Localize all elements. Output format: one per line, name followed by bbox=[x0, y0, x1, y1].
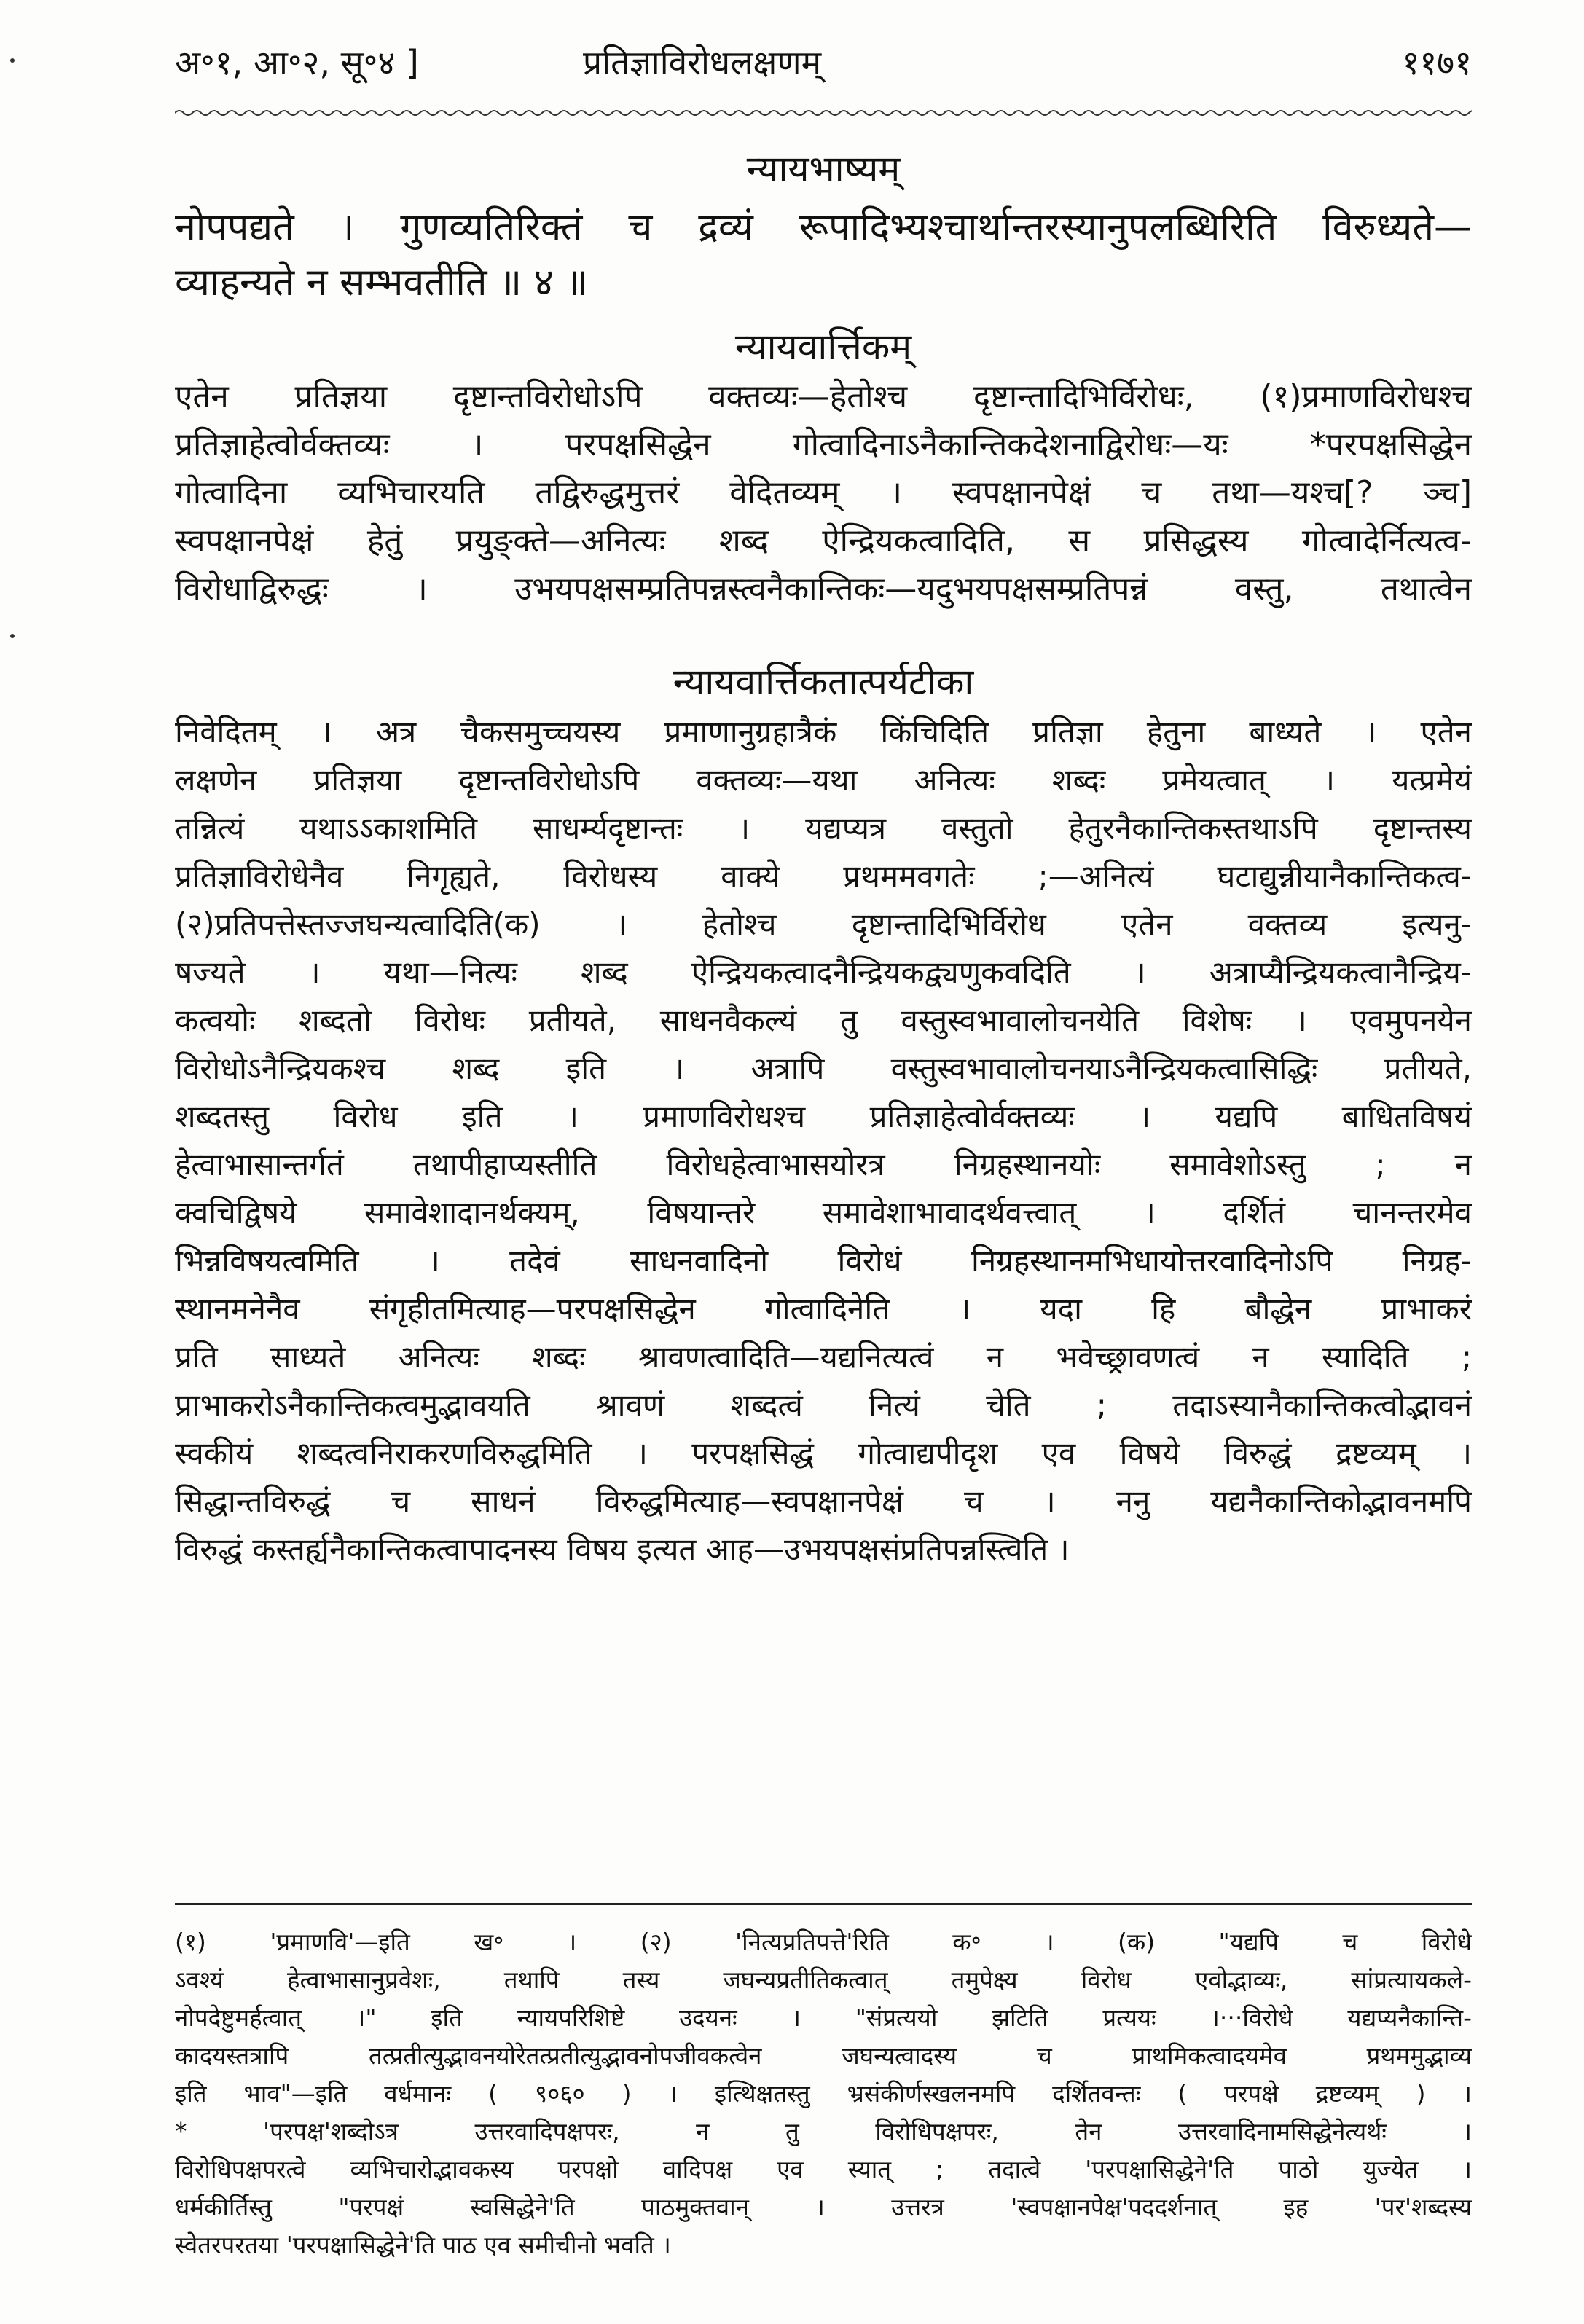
bhashya-text bbox=[175, 200, 1472, 310]
tika-line: षज्यते । यथा—नित्यः शब्द ऐन्द्रियकत्वादनैन्द्रियकद्व्यणुकवदिति । अत्राप्यैन्द्रियकत्वानैन्द्रिय- bbox=[175, 954, 1472, 990]
footnote-line: विरोधिपक्षपरत्वे व्यभिचारोद्भावकस्य परपक्षो वादिपक्ष एव स्यात् ; तदात्वे 'परपक्षासिद्धेने'ति पाठो युज्येत । bbox=[175, 2155, 1472, 2183]
tika-line: विरुद्धं कस्तर्ह्यनैकान्तिकत्वापादनस्य विषय इत्यत आह—उभयपक्षसंप्रतिपन्नस्त्विति । bbox=[175, 1531, 1070, 1567]
tika-line: सिद्धान्तविरुद्धं च साधनं विरुद्धमित्याह—स्वपक्षानपेक्षं च । ननु यद्यनैकान्तिकोद्भावनमपि bbox=[175, 1483, 1472, 1519]
wavy-divider bbox=[175, 108, 1472, 118]
footnote-line: नोपदेष्टुमर्हत्वात् ।" इति न्यायपरिशिष्टे उदयनः । "संप्रत्ययो झटिति प्रत्ययः ।···विरोधे यद्यप्यनैकान्ति- bbox=[175, 2003, 1472, 2032]
chapter-reference: अ॰१, आ॰२, सू॰४ ] bbox=[175, 43, 419, 82]
tika-line: क्वचिद्विषये समावेशादानर्थक्यम्, विषयान्तरे समावेशाभावादर्थवत्त्वात् । दर्शितं चानन्तरमेव bbox=[175, 1195, 1472, 1230]
footnote-line: ऽवश्यं हेत्वाभासानुप्रवेशः, तथापि तस्य जघन्यप्रतीतिकत्वात् तमुपेक्ष्य विरोध एवोद्भाव्यः, सांप्रत्यायकले- bbox=[175, 1966, 1472, 1994]
tika-line: निवेदितम् । अत्र चैकसमुच्चयस्य प्रमाणानुग्रहात्रैकं किंचिदिति प्रतिज्ञा हेतुना बाध्यते । एतेन bbox=[175, 714, 1472, 750]
footnote-line: धर्मकीर्तिस्तु "परपक्षं स्वसिद्धेने'ति पाठमुक्तवान् । उत्तरत्र 'स्वपक्षानपेक्ष'पददर्शनात् इह 'पर'शब्दस्य bbox=[175, 2193, 1472, 2221]
footnote-line: स्वेतरपरतया 'परपक्षासिद्धेने'ति पाठ एव समीचीनो भवति । bbox=[175, 2231, 671, 2259]
page-number: ११७१ bbox=[1402, 43, 1472, 82]
tika-text bbox=[175, 708, 1472, 1574]
tika-line: विरोधोऽनैन्द्रियकश्च शब्द इति । अत्रापि वस्तुस्वभावालोचनयाऽनैन्द्रियकत्वासिद्धिः प्रतीयते, bbox=[175, 1051, 1472, 1086]
bhashya-heading: न्यायभाष्यम् bbox=[746, 148, 901, 190]
tika-line: प्रति साध्यते अनित्यः शब्दः श्रावणत्वादिति—यद्यनित्यत्वं न भवेच्छ्रावणत्वं न स्यादिति ; bbox=[175, 1339, 1472, 1375]
vartika-text bbox=[175, 373, 1472, 613]
tika-heading: न्यायवार्त्तिकतात्पर्यटीका bbox=[673, 661, 974, 703]
vartika-heading: न्यायवार्त्तिकम् bbox=[734, 326, 912, 368]
footnote-line: (१) 'प्रमाणवि'—इति ख॰ । (२) 'नित्यप्रतिपत्ते'रिति क॰ । (क) "यद्यपि च विरोधे bbox=[175, 1928, 1472, 1956]
tika-line: (२)प्रतिपत्तेस्तज्जघन्यत्वादिति(क) । हेतोश्च दृष्टान्तादिभिर्विरोध एतेन वक्तव्य इत्यनु- bbox=[175, 906, 1472, 942]
vartika-line: गोत्वादिना व्यभिचारयति तद्विरुद्धमुत्तरं वेदितव्यम् । स्वपक्षानपेक्षं च तथा—यश्च[? ञ्च] bbox=[175, 474, 1472, 511]
bhashya-line: व्याहन्यते न सम्भवतीति ॥ ४ ॥ bbox=[175, 261, 589, 305]
vartika-line: स्वपक्षानपेक्षं हेतुं प्रयुङ्क्ते—अनित्यः शब्द ऐन्द्रियकत्वादिति, स प्रसिद्धस्य गोत्वादेर्नित्यत्व- bbox=[175, 522, 1472, 560]
tika-line: लक्षणेन प्रतिज्ञया दृष्टान्तविरोधोऽपि वक्तव्यः—यथा अनित्यः शब्दः प्रमेयत्वात् । यत्प्रमेयं bbox=[175, 762, 1472, 798]
tika-line: स्वकीयं शब्दत्वनिराकरणविरुद्धमिति । परपक्षसिद्धं गोत्वाद्यपीदृश एव विषये विरुद्धं द्रष्टव्यम् । bbox=[175, 1435, 1472, 1471]
bhashya-line: नोपपद्यते । गुणव्यतिरिक्तं च द्रव्यं रूपादिभ्यश्चार्थान्तरस्यानुपलब्धिरिति विरुध्यते— bbox=[175, 205, 1472, 249]
vartika-line: विरोधाद्विरुद्धः । उभयपक्षसम्प्रतिपन्नस्त्वनैकान्तिकः—यदुभयपक्षसम्प्रतिपन्नं वस्तु, तथात्वेन bbox=[175, 570, 1472, 608]
margin-speck bbox=[10, 58, 15, 63]
footnotes bbox=[175, 1923, 1472, 2264]
tika-line: स्थानमनेनैव संगृहीतमित्याह—परपक्षसिद्धेन गोत्वादिनेति । यदा हि बौद्धेन प्राभाकरं bbox=[175, 1291, 1472, 1327]
tika-line: तन्नित्यं यथाऽऽकाशमिति साधर्म्यदृष्टान्तः । यद्यप्यत्र वस्तुतो हेतुरनैकान्तिकस्तथाऽपि दृष्टान्तस्य bbox=[175, 810, 1472, 846]
margin-speck bbox=[10, 634, 15, 638]
tika-line: हेत्वाभासान्तर्गतं तथापीहाप्यस्तीति विरोधहेत्वाभासयोरत्र निग्रहस्थानयोः समावेशोऽस्तु ; न bbox=[175, 1147, 1472, 1182]
running-header bbox=[175, 35, 1472, 98]
tika-line: भिन्नविषयत्वमिति । तदेवं साधनवादिनो विरोधं निग्रहस्थानमभिधायोत्तरवादिनोऽपि निग्रह- bbox=[175, 1243, 1472, 1279]
tika-line: कत्वयोः शब्दतो विरोधः प्रतीयते, साधनवैकल्यं तु वस्तुस्वभावालोचनयेति विशेषः । एवमुपनयेन bbox=[175, 1002, 1472, 1038]
vartika-line: प्रतिज्ञाहेत्वोर्वक्तव्यः । परपक्षसिद्धेन गोत्वादिनाऽनैकान्तिकदेशनाद्विरोधः—यः *परपक्षसिद्धेन bbox=[175, 426, 1472, 463]
footnote-line: कादयस्तत्रापि तत्प्रतीत्युद्भावनयोरेतत्प्रतीत्युद्भावनोपजीवकत्वेन जघन्यत्वादस्य च प्राथमिकत्वादयमेव प्रथममुद्भाव्य bbox=[175, 2041, 1472, 2070]
tika-line: प्राभाकरोऽनैकान्तिकत्वमुद्भावयति श्रावणं शब्दत्वं नित्यं चेति ; तदाऽस्यानैकान्तिकत्वोद्भावनं bbox=[175, 1387, 1472, 1423]
running-title: प्रतिज्ञाविरोधलक्षणम् bbox=[583, 43, 822, 82]
footnote-line: इति भाव"—इति वर्धमानः ( ९०६० ) । इत्थिक्षतस्तु भ्रसंकीर्णस्खलनमपि दर्शितवन्तः ( परपक्षे द्रष्टव्यम् ) । bbox=[175, 2079, 1472, 2108]
tika-line: शब्दतस्तु विरोध इति । प्रमाणविरोधश्च प्रतिज्ञाहेत्वोर्वक्तव्यः । यद्यपि बाधितविषयं bbox=[175, 1099, 1472, 1134]
tika-line: प्रतिज्ञाविरोधेनैव निगृह्यते, विरोधस्य वाक्ये प्रथममवगतेः ;—अनित्यं घटाद्युन्नीयानैकान्तिकत्व- bbox=[175, 858, 1472, 894]
footnote-line: * 'परपक्ष'शब्दोऽत्र उत्तरवादिपक्षपरः, न तु विरोधिपक्षपरः, तेन उत्तरवादिनामसिद्धेनेत्यर्थः । bbox=[175, 2117, 1472, 2146]
footnote-divider bbox=[175, 1903, 1472, 1905]
vartika-line: एतेन प्रतिज्ञया दृष्टान्तविरोधोऽपि वक्तव्यः—हेतोश्च दृष्टान्तादिभिर्विरोधः, (१)प्रमाणविरोधश्च bbox=[175, 378, 1472, 415]
